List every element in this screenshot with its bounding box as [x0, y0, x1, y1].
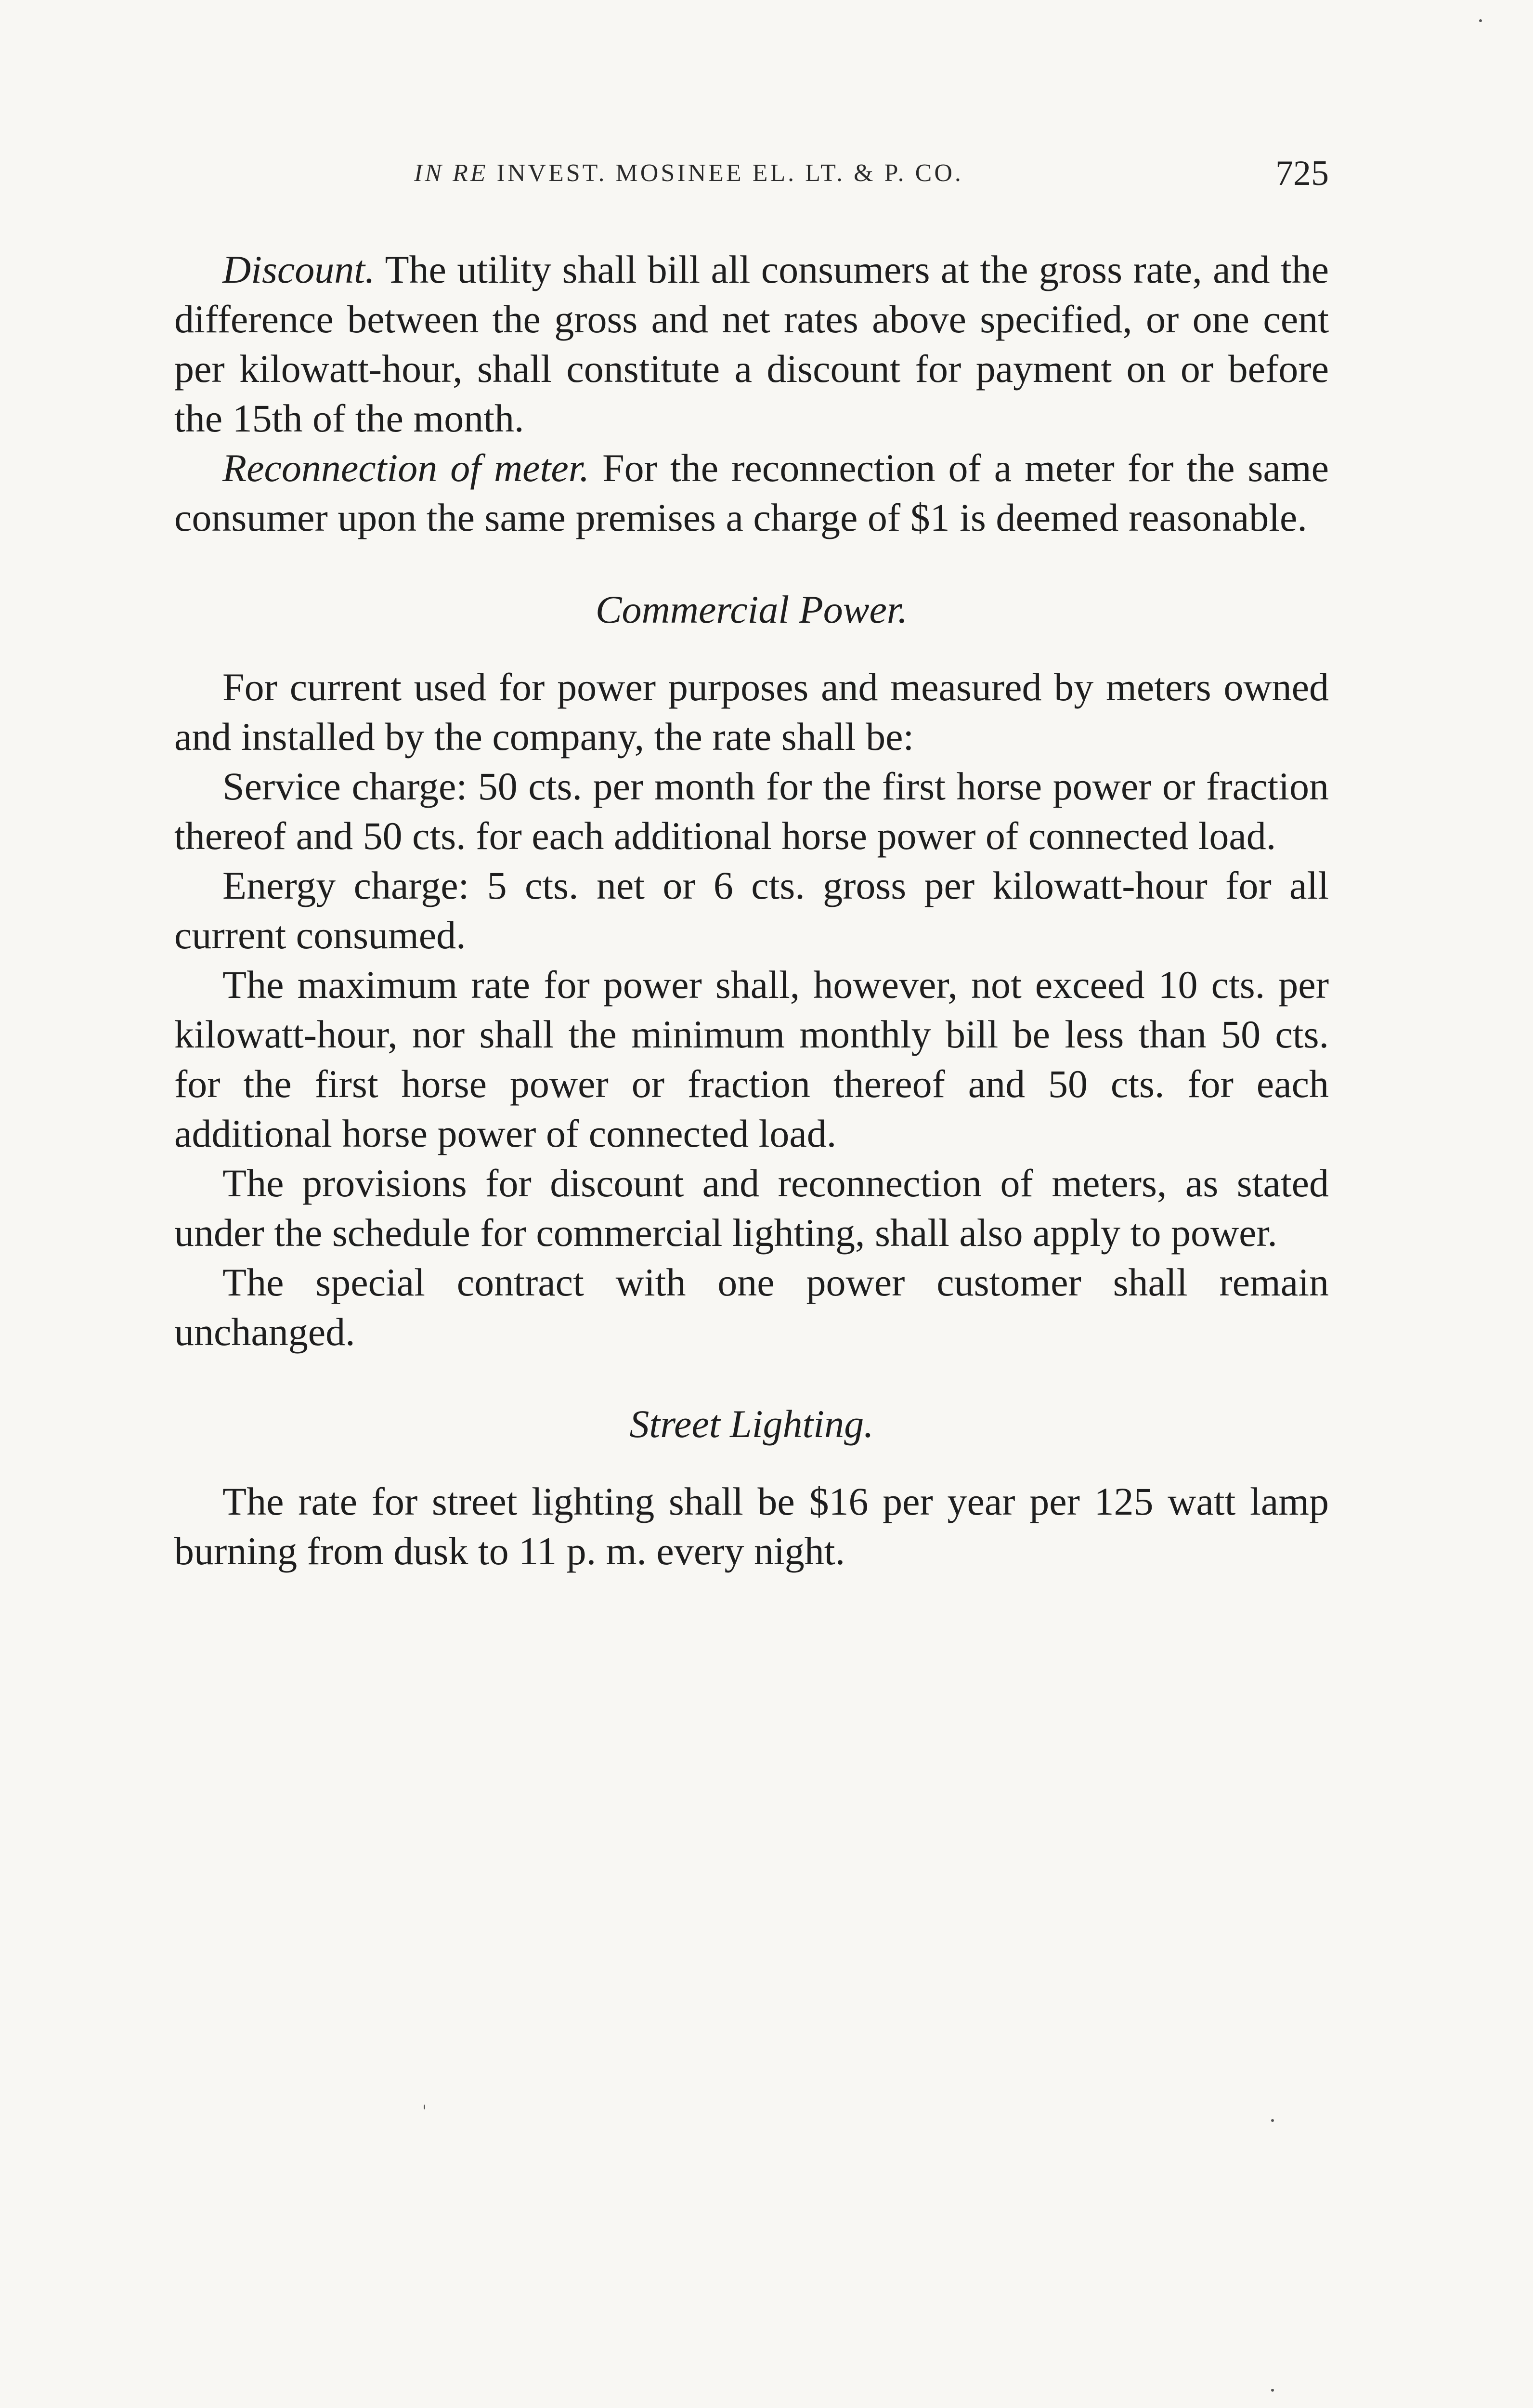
running-title	[414, 159, 963, 187]
reconnection-lead: Reconnection of meter.	[222, 446, 590, 490]
discount-text: The utility shall bill all consumers at the gross rate, and the difference between the gross and net rates above specified, or one cent per kilowatt-hour, shall constitute a discount for payment on or before the 15th of the month.	[174, 248, 1329, 440]
commercial-power-paragraph: For current used for power purposes and measured by meters owned and installed by the company, the rate shall be:	[174, 665, 1329, 759]
running-title-rest: INVEST. MOSINEE EL. LT. & P. CO.	[496, 159, 963, 187]
provisions-paragraph: The provisions for discount and reconnection of meters, as stated under the schedule for commercial lighting, shall also apply to power.	[174, 1161, 1329, 1255]
energy-charge-paragraph: Energy charge: 5 cts. net or 6 cts. gross per kilowatt-hour for all current consumed.	[174, 864, 1329, 957]
service-charge-paragraph: Service charge: 50 cts. per month for the first horse power or fraction thereof and 50 cts. for each additional horse power of connected load.	[174, 764, 1329, 858]
reconnection-text: For the reconnection of a meter for the same consumer upon the same premises a charge of $1 is deemed reasonable.	[174, 446, 1329, 539]
special-contract-paragraph: The special contract with one power customer shall remain unchanged.	[174, 1260, 1329, 1354]
reconnection-paragraph	[174, 443, 1329, 542]
maximum-rate-paragraph: The maximum rate for power shall, however, not exceed 10 cts. per kilowatt-hour, nor shall the minimum monthly bill be less than 50 cts. for the first horse power or fraction thereof and 50 cts. for each additional horse power of connected load.	[174, 963, 1329, 1155]
running-header	[173, 153, 1329, 196]
discount-paragraph	[174, 245, 1329, 443]
street-lighting-paragraph: The rate for street lighting shall be $16 per year per 125 watt lamp burning from dusk to 11 p. m. every night.	[174, 1479, 1329, 1573]
scan-speck	[1271, 2119, 1274, 2122]
page-number: 725	[1275, 154, 1329, 193]
scan-speck	[424, 2105, 425, 2109]
discount-lead: Discount.	[222, 248, 375, 291]
commercial-power-heading: Commercial Power.	[595, 588, 908, 631]
street-lighting-heading: Street Lighting.	[629, 1402, 874, 1446]
scan-speck	[1271, 2389, 1274, 2392]
running-title-italic: IN RE	[414, 159, 488, 187]
body-text	[174, 245, 1329, 1576]
scan-speck	[1479, 19, 1482, 22]
